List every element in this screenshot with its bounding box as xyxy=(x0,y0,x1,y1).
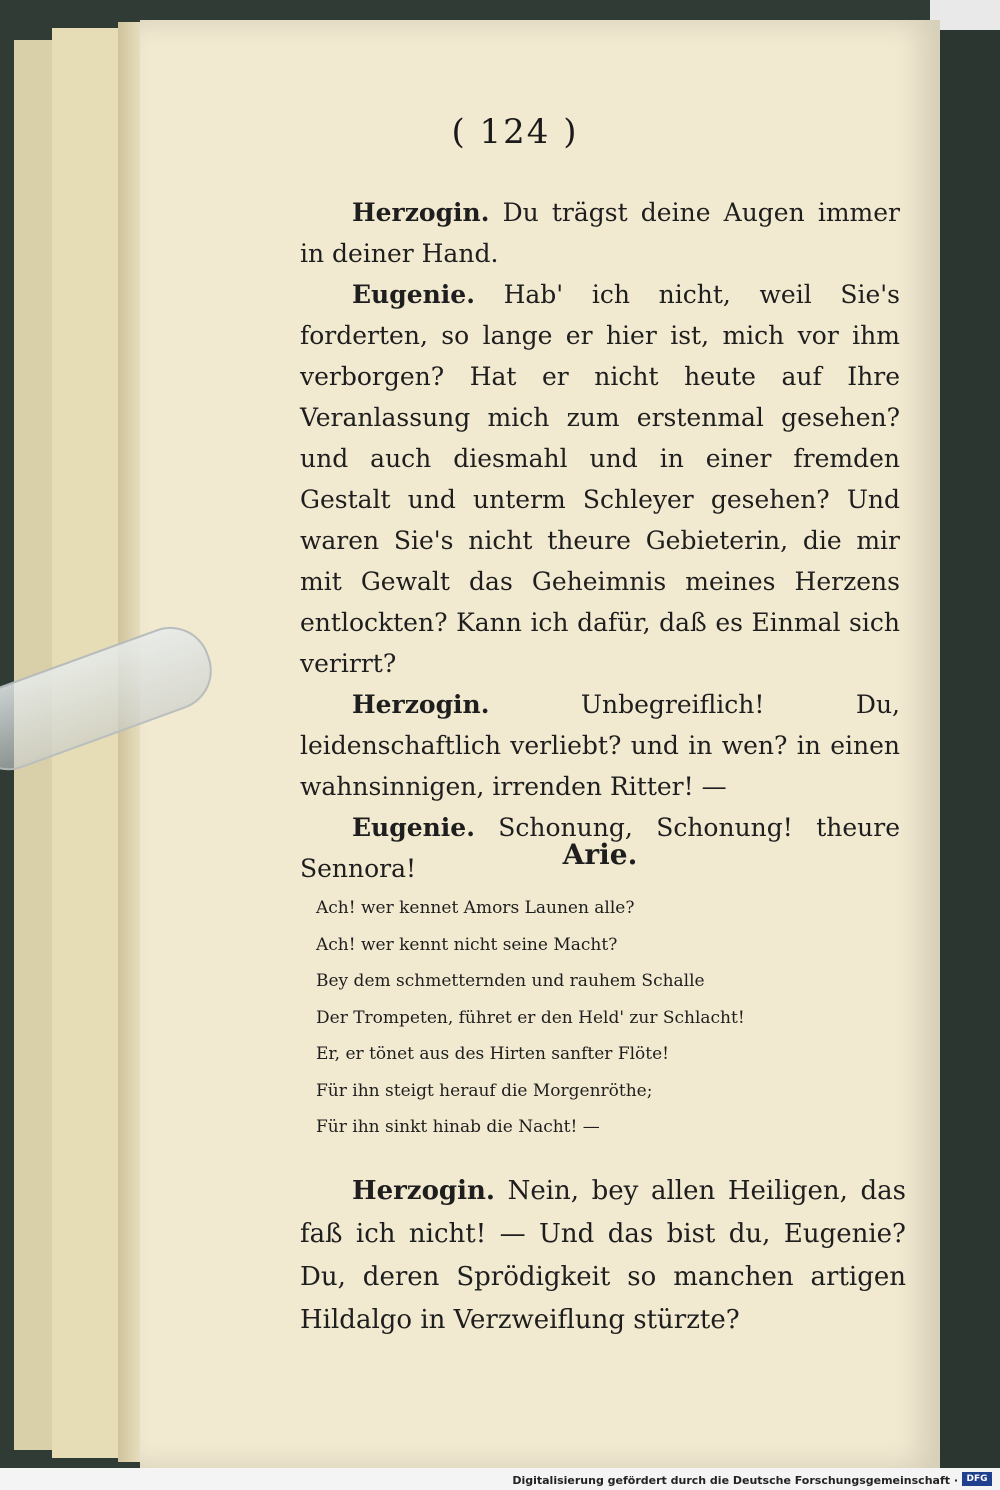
verse-block xyxy=(316,890,876,1146)
dialogue-top xyxy=(300,192,900,889)
paragraph-text: Nein, bey allen Heiligen, das faß ich nicht! — Und das bist du, Eugenie? Du, deren Sprödigkeit so manchen artigen Hildalgo in Verzweiflung stürzte? xyxy=(300,1176,906,1335)
verse-line: Der Trompeten, führet er den Held' zur Schlacht! xyxy=(316,1007,745,1028)
verse-line: Für ihn sinkt hinab die Nacht! — xyxy=(316,1117,600,1137)
page-number: ( 124 ) xyxy=(451,112,579,152)
speaker-name: Eugenie. xyxy=(352,280,475,309)
speaker-name: Herzogin. xyxy=(352,198,490,227)
dialogue-bottom xyxy=(300,1170,906,1342)
paragraph xyxy=(300,192,900,274)
verse-line: Für ihn steigt herauf die Morgenröthe; xyxy=(316,1080,653,1101)
facing-page-corner xyxy=(930,0,1000,30)
footer-credit: Digitalisierung gefördert durch die Deutsche Forschungsgemeinschaft · xyxy=(512,1474,958,1487)
speaker-name: Herzogin. xyxy=(352,1176,495,1206)
paragraph xyxy=(300,1170,906,1342)
dfg-logo: DFG xyxy=(962,1472,992,1486)
paragraph xyxy=(300,684,900,807)
verse-line: Ach! wer kennet Amors Launen alle? xyxy=(316,898,635,918)
paragraph-text: Hab' ich nicht, weil Sie's forderten, so lange er hier ist, mich vor ihm verborgen? Hat er nicht heute auf Ihre Veranlassung mich zum erstenmal gesehen? und auch diesmahl und in einer fremden Gestalt und unterm Schleyer gesehen? Und waren Sie's nicht theure Gebieterin, die mir mit Gewalt das Geheimnis meines Herzens entlockten? Kann ich dafür, daß es Einmal sich verirrt? xyxy=(300,280,900,678)
verse-line: Bey dem schmetternden und rauhem Schalle xyxy=(316,971,705,991)
paragraph-text: Unbegreiflich! Du, leidenschaftlich verliebt? und in wen? in einen wahnsinnigen, irrenden Ritter! — xyxy=(300,690,900,801)
paragraph-text: Schonung, Schonung! theure Sennora! xyxy=(300,813,900,883)
scan-background xyxy=(935,0,1000,1468)
speaker-name: Herzogin. xyxy=(352,690,490,719)
verse-line: Er, er tönet aus des Hirten sanfter Flöte! xyxy=(316,1044,670,1064)
paragraph-text: Du trägst deine Augen immer in deiner Hand. xyxy=(300,198,900,268)
arie-heading: Arie. xyxy=(562,838,638,871)
speaker-name: Eugenie. xyxy=(352,813,475,842)
verse-line: Ach! wer kennt nicht seine Macht? xyxy=(316,934,618,955)
paragraph xyxy=(300,274,900,684)
